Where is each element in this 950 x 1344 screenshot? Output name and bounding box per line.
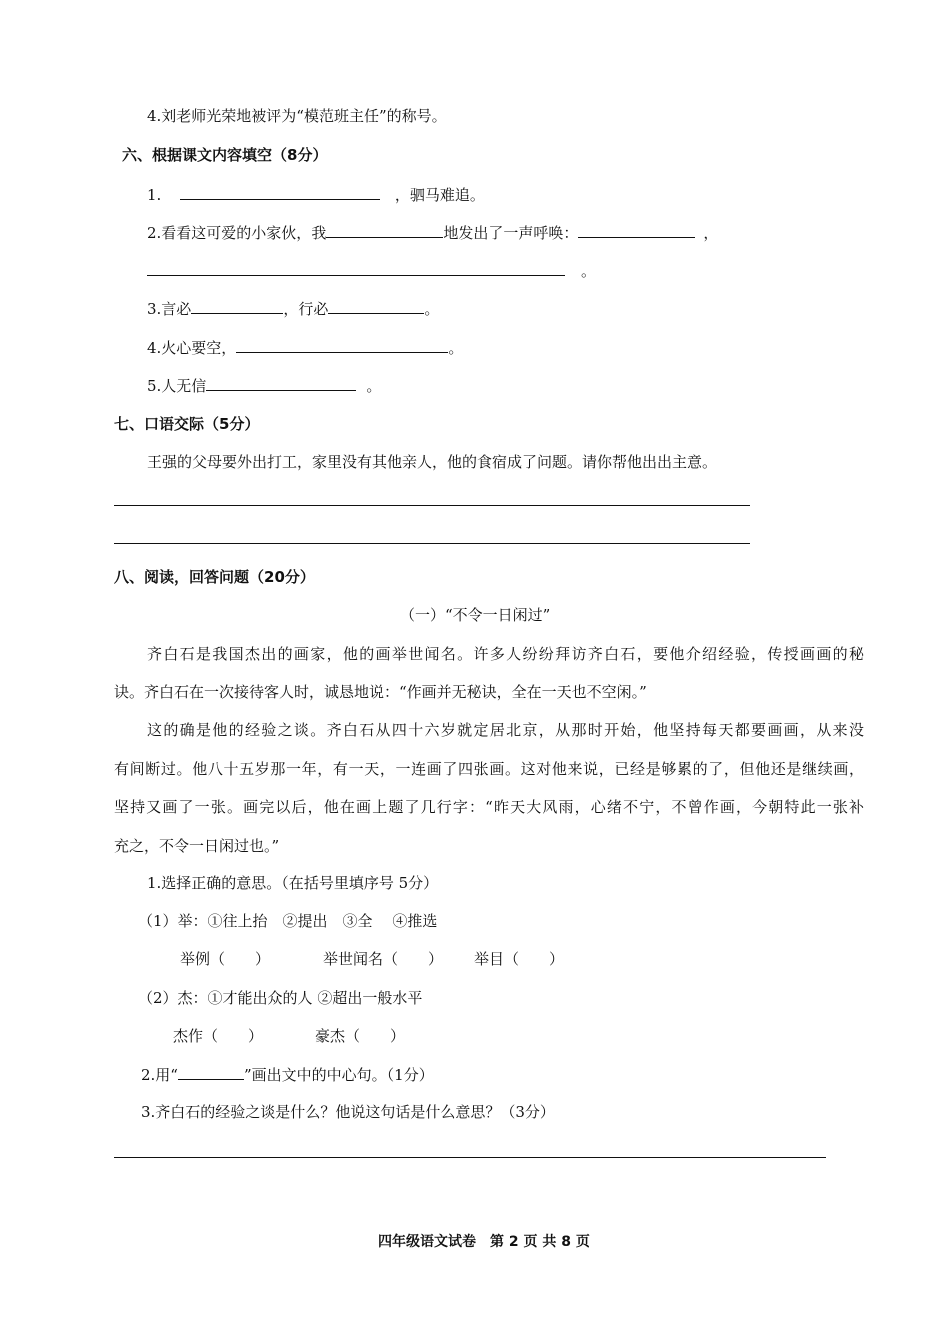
section-6-title: 六、根据课文内容填空（8分） xyxy=(122,146,328,164)
sec8-q2 xyxy=(141,1064,434,1085)
sec6-q2-blank-1[interactable] xyxy=(326,222,443,238)
sec6-q5-end: 。 xyxy=(366,377,382,395)
section-7-title: 七、口语交际（5分） xyxy=(114,415,260,433)
reading-1-title: （一）“不令一日闲过” xyxy=(400,606,551,624)
paragraph-2-line-2: 有间断过。他八十五岁那一年，有一天，一连画了四张画。这对他来说，已经是够累的了，但他还是继续画， xyxy=(114,760,864,778)
paragraph-2-line-4: 充之，不令一日闲过也。” xyxy=(114,837,280,855)
sec6-q2-blank-3[interactable] xyxy=(147,260,565,276)
sec8-q2-blank[interactable] xyxy=(178,1064,244,1080)
sec6-q2-blank-2[interactable] xyxy=(578,222,695,238)
sec6-q2-c: ， xyxy=(703,224,719,242)
sec6-q5-a: 5.人无信 xyxy=(147,377,207,395)
paragraph-1-line-1: 齐白石是我国杰出的画家，他的画举世闻名。许多人纷纷拜访齐白石，要他介绍经验，传授画画的秘 xyxy=(147,645,864,663)
sec8-q1-stem: 1.选择正确的意思。（在括号里填序号 5分） xyxy=(147,874,439,892)
sec6-q2-a: 2.看看这可爱的小家伙，我 xyxy=(147,224,327,242)
paragraph-2-line-1: 这的确是他的经验之谈。齐白石从四十六岁就定居北京，从那时开始，他坚持每天都要画画，从来没 xyxy=(147,721,864,739)
sec6-q3-b: ，行必 xyxy=(283,300,329,318)
page-footer: 四年级语文试卷 第 2 页 共 8 页 xyxy=(378,1234,590,1250)
sec6-q2 xyxy=(147,222,718,243)
sec8-q1-1c[interactable]: 举目（ ） xyxy=(474,950,565,968)
sec6-q4-end: 。 xyxy=(448,339,464,357)
sec8-q1-group-1: （1）举：①往上抬 ②提出 ③全 ④推选 xyxy=(138,912,438,930)
sec6-q5 xyxy=(147,375,381,396)
sec6-q3-blank-1[interactable] xyxy=(191,298,283,314)
sec6-q1-tail: ，驷马难追。 xyxy=(394,186,485,204)
sec8-q1-2a[interactable]: 杰作（ ） xyxy=(173,1027,264,1045)
sec6-q3-a: 3.言必 xyxy=(147,300,192,318)
sec8-q3: 3.齐白石的经验之谈是什么？他说这句话是什么意思？（3分） xyxy=(141,1103,555,1121)
sec8-q1-1b[interactable]: 举世闻名（ ） xyxy=(323,950,444,968)
section-8-title: 八、阅读，回答问题（20分） xyxy=(114,568,315,586)
sec8-q1-group-2: （2）杰：①才能出众的人 ②超出一般水平 xyxy=(138,989,423,1007)
sec5-item-4: 4.刘老师光荣地被评为“模范班主任”的称号。 xyxy=(147,107,447,125)
sec6-q2-cont xyxy=(147,260,596,281)
sec6-q1 xyxy=(147,184,485,205)
sec6-q1-num: 1. xyxy=(147,186,162,204)
sec6-q2-end: 。 xyxy=(581,262,597,280)
sec6-q4-a: 4.火心要空， xyxy=(147,339,237,357)
sec6-q4-blank[interactable] xyxy=(236,337,448,353)
sec8-q3-answer-line[interactable] xyxy=(114,1157,826,1158)
sec6-q3-blank-2[interactable] xyxy=(328,298,424,314)
sec6-q1-blank[interactable] xyxy=(180,184,380,200)
sec6-q3-end: 。 xyxy=(424,300,440,318)
sec6-q3 xyxy=(147,298,439,319)
sec7-prompt: 王强的父母要外出打工，家里没有其他亲人，他的食宿成了问题。请你帮他出出主意。 xyxy=(147,453,718,471)
sec8-q1-1a[interactable]: 举例（ ） xyxy=(180,950,271,968)
sec8-q2-b: ”画出文中的中心句。（1分） xyxy=(243,1066,434,1084)
sec6-q4 xyxy=(147,337,463,358)
sec7-answer-line-2[interactable] xyxy=(114,543,750,544)
paragraph-1-line-2: 诀。齐白石在一次接待客人时，诚恳地说：“作画并无秘诀，全在一天也不空闲。” xyxy=(114,683,647,701)
sec6-q2-b: 地发出了一声呼唤： xyxy=(443,224,579,242)
sec7-answer-line-1[interactable] xyxy=(114,505,750,506)
sec6-q5-blank[interactable] xyxy=(206,375,356,391)
sec8-q2-a: 2.用“ xyxy=(141,1066,178,1084)
sec8-q1-2b[interactable]: 豪杰（ ） xyxy=(315,1027,406,1045)
paragraph-2-line-3: 坚持又画了一张。画完以后，他在画上题了几行字：“昨天大风雨，心绪不宁，不曾作画，今朝特此一张补 xyxy=(114,798,864,816)
